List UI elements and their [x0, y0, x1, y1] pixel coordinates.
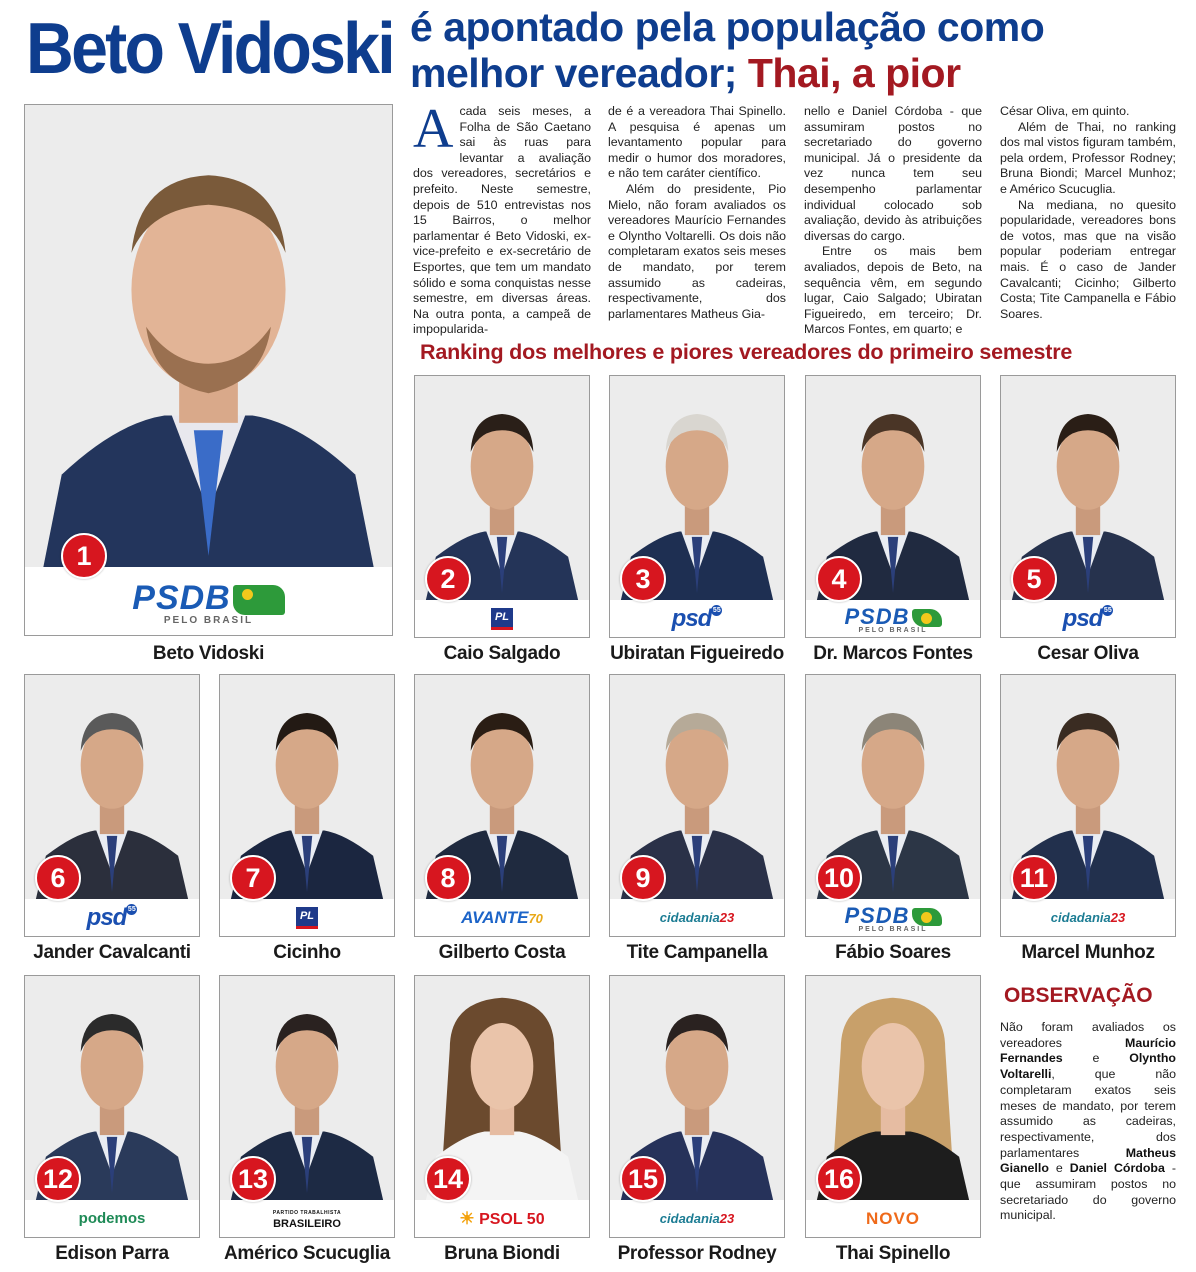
psdb-logo-subtext: PELO BRASIL: [163, 614, 254, 626]
candidate-card: [805, 674, 981, 937]
candidate-card: [805, 975, 981, 1238]
psdb-logo-subtext: PELO BRASIL: [858, 626, 928, 634]
rank-badge: 6: [35, 855, 81, 901]
obs-text-5: - que assumiram postos no secretariado do governo municipal.: [1000, 1161, 1176, 1223]
party-logo-area: [610, 1200, 784, 1237]
candidate-name: Américo Scucuglia: [224, 1243, 390, 1264]
candidate-card: [24, 674, 200, 937]
candidate-name: Gilberto Costa: [438, 942, 566, 963]
psd-logo-icon: psd 55: [671, 604, 721, 632]
observation-text: [1000, 1020, 1176, 1224]
obs-text-1: Não foram avaliados os vereadores: [1000, 1020, 1176, 1050]
ranking-title: Ranking dos melhores e piores vereadores do primeiro semestre: [420, 340, 1073, 364]
article-paragraph: de é a vereadora Thai Spinello. A pesquisa é apenas um levantamento popular para medir o humor dos moradores, e não tem caráter científico.: [608, 104, 786, 181]
brazil-flag-icon: [233, 585, 285, 615]
headline-name: Beto Vidoski: [26, 9, 393, 89]
article-paragraph: César Oliva, em quinto.: [1000, 104, 1130, 118]
main-photo-card: [24, 104, 393, 636]
party-logo-area: [1001, 600, 1175, 637]
pl-logo-icon: PL: [296, 907, 318, 929]
obs-bold-name: Maurício Fernandes: [1000, 1035, 1176, 1066]
candidate-name: Cicinho: [273, 942, 341, 963]
cidadania-logo-icon: cidadania23: [659, 1211, 735, 1226]
candidate-name: Marcel Munhoz: [1021, 942, 1155, 963]
party-logo-area: [806, 899, 980, 936]
headline-text: [410, 4, 1190, 96]
candidate-card: [219, 975, 395, 1238]
candidate-card: [24, 975, 200, 1238]
party-logo-area: [415, 899, 589, 936]
candidate-card: [609, 375, 785, 638]
article-paragraph: Além do presidente, Pio Mielo, não foram avaliados os vereadores Maurício Fernandes e Olyntho Voltarelli. Os dois não completaram exatos seis meses de mandato, por terem assumido as cadeiras, respectivamente, dos parlamentares Matheus Gia-: [608, 181, 786, 321]
article-paragraph: Além de Thai, no ranking dos mal vistos figuram também, pela ordem, Professor Rodney; Bruna Biondi; Marcel Munhoz; e Américo Scucuglia.: [1000, 119, 1176, 196]
party-logo-area: [220, 1200, 394, 1237]
rank-badge: 3: [620, 556, 666, 602]
candidate-card: [1000, 674, 1176, 937]
candidate-name: Dr. Marcos Fontes: [813, 643, 973, 664]
candidate-name: Cesar Oliva: [1037, 643, 1139, 664]
psdb-logo-text: PSDB: [132, 578, 231, 617]
rank-badge: 2: [425, 556, 471, 602]
psdb-logo-text: PSDB: [844, 902, 910, 928]
candidate-card: [414, 375, 590, 638]
headline-line-1: é apontado pela população como: [410, 4, 1045, 50]
psd-number-icon: 55: [1103, 606, 1112, 614]
candidate-name: Jander Cavalcanti: [33, 942, 191, 963]
candidate-name: Tite Campanella: [626, 942, 768, 963]
pl-logo-icon: PL: [491, 608, 513, 630]
psdb-logo-icon: [132, 579, 284, 626]
novo-logo-icon: NOVO: [865, 1208, 921, 1228]
avante-logo-icon: AVANTE70: [461, 907, 543, 927]
psd-logo-icon: psd 55: [1062, 604, 1112, 632]
rank-badge: 9: [620, 855, 666, 901]
rank-badge: 4: [816, 556, 862, 602]
rank-badge: 12: [35, 1156, 81, 1202]
candidate-card: [609, 674, 785, 937]
article-paragraph: Na mediana, no quesito popularidade, vereadores bons de votos, mas que na visão popular poderiam entregar mais. É o caso de Jander Cavalcanti; Cicinho; Gilberto Costa; Tite Campanella e Fábio Soares.: [1000, 197, 1176, 321]
rank-badge: 11: [1011, 855, 1057, 901]
drop-cap: A: [413, 98, 454, 160]
rank-badge: 15: [620, 1156, 666, 1202]
candidate-card: [414, 674, 590, 937]
psdb-logo-text: PSDB: [844, 603, 910, 629]
party-logo-area: [25, 899, 199, 936]
psd-logo-icon: psd 55: [86, 903, 136, 931]
main-candidate-name: Beto Vidoski: [152, 643, 265, 664]
podemos-logo-icon: podemos: [78, 1210, 146, 1227]
candidate-name: Edison Parra: [55, 1243, 169, 1264]
obs-bold-name: Olyntho Voltarelli: [1000, 1051, 1176, 1082]
party-logo-area: [806, 600, 980, 637]
article-paragraph: Entre os mais bem avaliados, depois de Beto, na sequência vêm, em segundo lugar, Caio Salgado; Ubiratan Figueiredo, em terceiro; Dr. Marcos Fontes, em quarto; e: [804, 244, 982, 337]
candidate-card: [1000, 375, 1176, 638]
party-logo-area: [415, 1200, 589, 1237]
obs-text-3: , que não completaram exatos seis meses de mandato, por terem assumido as cadeiras, respectivamente, dos parlamentares: [1000, 1067, 1176, 1160]
psdb-logo-icon: [844, 903, 941, 933]
candidate-name: Caio Salgado: [443, 643, 561, 664]
article-column-1: [413, 98, 591, 338]
psol-logo-icon: ☀ PSOL 50: [459, 1208, 545, 1228]
rank-badge: 7: [230, 855, 276, 901]
brazil-flag-icon: [912, 609, 942, 627]
candidate-name: Ubiratan Figueiredo: [610, 643, 784, 664]
cidadania-logo-icon: cidadania23: [659, 910, 735, 925]
candidate-card: [805, 375, 981, 638]
observation-title: OBSERVAÇÃO: [1004, 984, 1153, 1007]
article-column-4: [1000, 104, 1176, 322]
candidate-name: Bruna Biondi: [444, 1243, 560, 1264]
cidadania-logo-icon: cidadania23: [1050, 910, 1126, 925]
brazil-flag-icon: [912, 908, 942, 926]
obs-text-2: e: [1062, 1051, 1130, 1066]
ptb-logo-icon: PARTIDO TRABALHISTA BRASILEIRO: [272, 1209, 342, 1230]
rank-badge: 14: [425, 1156, 471, 1202]
party-logo-area: [415, 600, 589, 637]
party-logo-area: [610, 600, 784, 637]
candidate-name: Professor Rodney: [617, 1243, 777, 1264]
article-column-3: [804, 104, 982, 338]
candidate-name: Fábio Soares: [835, 942, 951, 963]
rank-badge: 8: [425, 855, 471, 901]
article-paragraph: cada seis meses, a Folha de São Caetano sai às ruas para levantar a avaliação dos vereadores, secretários e prefeito. Neste semestre, depois de 510 entrevistas nos 15 Bairros, o melhor parlamentar é Beto Vidoski, ex-vice-prefeito e ex-secretário de Esportes, que tem um mandato sólido e soma conquistas nesse semestre, em diversas áreas. Na outra ponta, a campeã de impopularida-: [413, 104, 591, 337]
rank-badge: 16: [816, 1156, 862, 1202]
headline-line-2: [410, 50, 1190, 96]
psd-number-icon: 55: [712, 606, 721, 614]
article-column-2: [608, 104, 786, 322]
portrait-photo: [25, 105, 392, 567]
candidate-name: Thai Spinello: [835, 1243, 951, 1264]
sun-icon: ☀: [459, 1208, 475, 1228]
party-logo-area: [806, 1200, 980, 1237]
rank-badge: 5: [1011, 556, 1057, 602]
party-logo-area: [25, 1200, 199, 1237]
candidate-card: [414, 975, 590, 1238]
headline-line-2-red: Thai, a pior: [747, 50, 961, 96]
rank-badge: 10: [816, 855, 862, 901]
party-logo-area: [610, 899, 784, 936]
psd-number-icon: 55: [127, 905, 136, 913]
psdb-logo-icon: [844, 604, 941, 634]
candidate-card: [609, 975, 785, 1238]
party-logo-area: [1001, 899, 1175, 936]
psdb-logo-subtext: PELO BRASIL: [858, 925, 928, 933]
obs-bold-name: Matheus Gianello: [1000, 1145, 1176, 1176]
obs-bold-name: Daniel Córdoba: [1069, 1161, 1165, 1176]
candidate-card: [219, 674, 395, 937]
obs-text-4: e: [1048, 1161, 1070, 1176]
article-paragraph: nello e Daniel Córdoba - que assumiram postos no secretariado do governo municipal. Já o presidente da vez nunca tem seu desempenho parlamentar individual colocado sob avaliação, devido às atribuições diversas do cargo.: [804, 104, 982, 243]
headline-line-2-start: melhor vereador;: [410, 50, 748, 96]
party-logo-area: [220, 899, 394, 936]
rank-badge: 1: [61, 533, 107, 579]
rank-badge: 13: [230, 1156, 276, 1202]
